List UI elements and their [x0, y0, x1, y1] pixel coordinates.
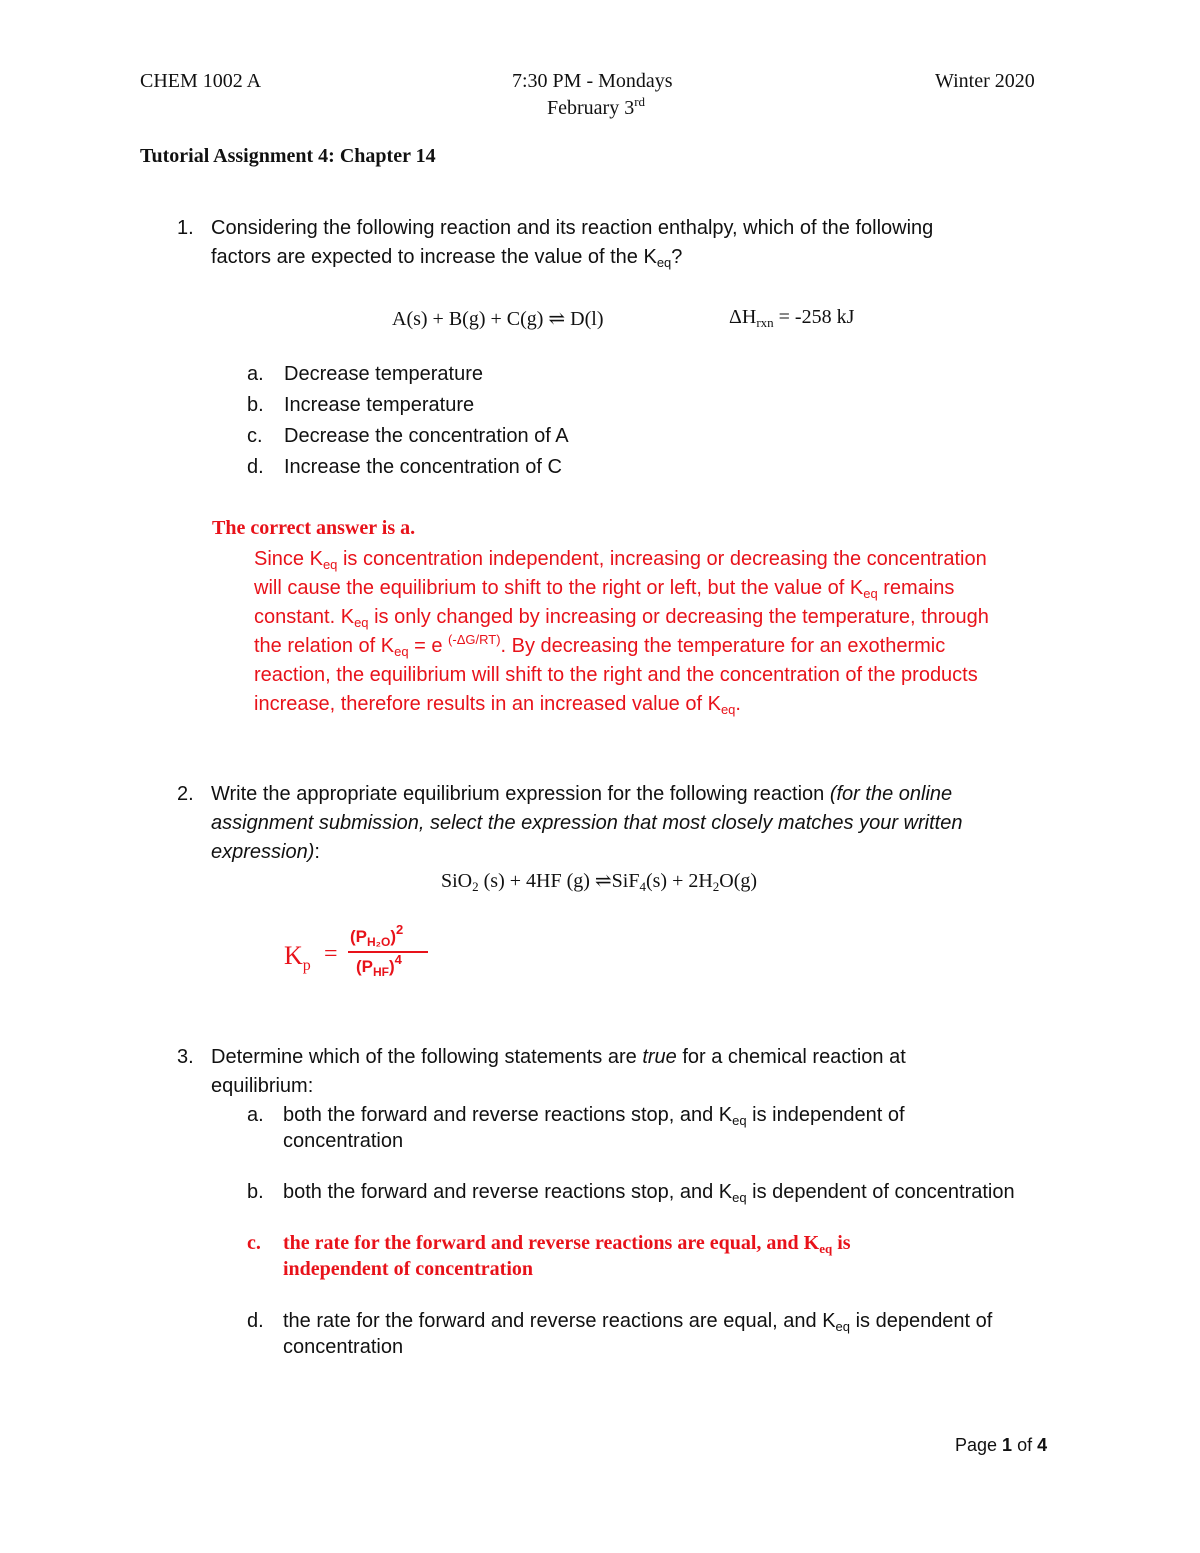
class-time: 7:30 PM - Mondays: [512, 70, 673, 92]
q1-explanation: Since $K_{eq}$ is concentration independent, increasing or decreasing the concentration will cause the equilibrium to shift to the right or left, but the value of $K_{eq}$ remains constant. $K_{eq}$ is only changed by increasing or decreasing the temperature, through the relation of $K_{eq} = e$ $^{(-\Delta G/RT)}$. By decreasing the temperature for an exothermic reaction, the equilibrium will shift to the right and the concentration of the products increase, therefore results in an increased value of $K_{eq}$.: [254, 548, 989, 717]
q3-number: 3.: [177, 1046, 194, 1068]
q1-answer-heading: The correct answer is a.: [212, 517, 416, 539]
q3-option-a-line2: concentration: [283, 1130, 404, 1152]
q1-option-text: Decrease temperature: [284, 363, 483, 385]
q3-option-c-line2: independent of concentration: [283, 1258, 533, 1280]
q3-option-letter: d.: [247, 1310, 264, 1332]
q3-option-c-correct: the rate for the forward and reverse reactions are equal, and $K_{eq}$ is: [283, 1232, 851, 1256]
q1-enthalpy: $\Delta H_{rxn} = -258$ kJ: [729, 306, 855, 330]
q3-option-d: the rate for the forward and reverse reactions are equal, and $K_{eq}$ is dependent of: [283, 1310, 993, 1334]
q1-line2: factors are expected to increase the value of the $K_{eq}$?: [211, 246, 683, 270]
q3-line1: Determine which of the following statements are true for a chemical reaction at: [211, 1046, 906, 1068]
q1-number: 1.: [177, 217, 194, 239]
kp-symbol: $K_p$: [284, 941, 311, 974]
q3-option-d-line2: concentration: [283, 1336, 404, 1358]
q1-option-letter: b.: [247, 394, 264, 416]
q2-answer-expression: [284, 922, 444, 987]
q1-line1: Considering the following reaction and its reaction enthalpy, which of the following: [211, 217, 934, 239]
term: Winter 2020: [935, 70, 1035, 92]
fraction-bar: [348, 951, 428, 953]
page-title: Tutorial Assignment 4: Chapter 14: [140, 145, 436, 167]
q1-option-text: Decrease the concentration of A: [284, 425, 569, 447]
q2-number: 2.: [177, 783, 194, 805]
course-code: CHEM 1002 A: [140, 70, 262, 92]
q1-option-letter: a.: [247, 363, 264, 385]
q3-option-letter: c.: [247, 1232, 261, 1254]
q1-option-letter: d.: [247, 456, 264, 478]
q1-option-letter: c.: [247, 425, 263, 447]
q3-option-b: both the forward and reverse reactions stop, and $K_{eq}$ is dependent of concentration: [283, 1181, 1015, 1205]
q1-reaction: A(s) + B(g) + C(g) ⇌ D(l): [392, 308, 604, 330]
q3-option-a: both the forward and reverse reactions stop, and $K_{eq}$ is independent of: [283, 1104, 905, 1128]
q3-option-letter: a.: [247, 1104, 264, 1126]
q1-option-text: Increase the concentration of C: [284, 456, 562, 478]
equals-sign: =: [324, 941, 338, 967]
q3-line2: equilibrium:: [211, 1075, 314, 1097]
fraction-numerator: $(P_{H_2O})^2$: [350, 922, 404, 949]
q1-option-text: Increase temperature: [284, 394, 475, 416]
q3-option-letter: b.: [247, 1181, 264, 1203]
header-date: February 3rd: [547, 94, 646, 119]
q2-reaction: SiO$_2$ (s) + 4HF (g) ⇌SiF$_4$(s) + $2H_2O(g)$: [441, 870, 758, 894]
q2-prompt: Write the appropriate equilibrium expression for the following reaction (for the online assignment submission, select the expression that most closely matches your written expression):: [211, 783, 963, 863]
page-number: Page 1 of 4: [955, 1435, 1048, 1455]
fraction-denominator: $(P_{HF})^4$: [356, 952, 402, 979]
